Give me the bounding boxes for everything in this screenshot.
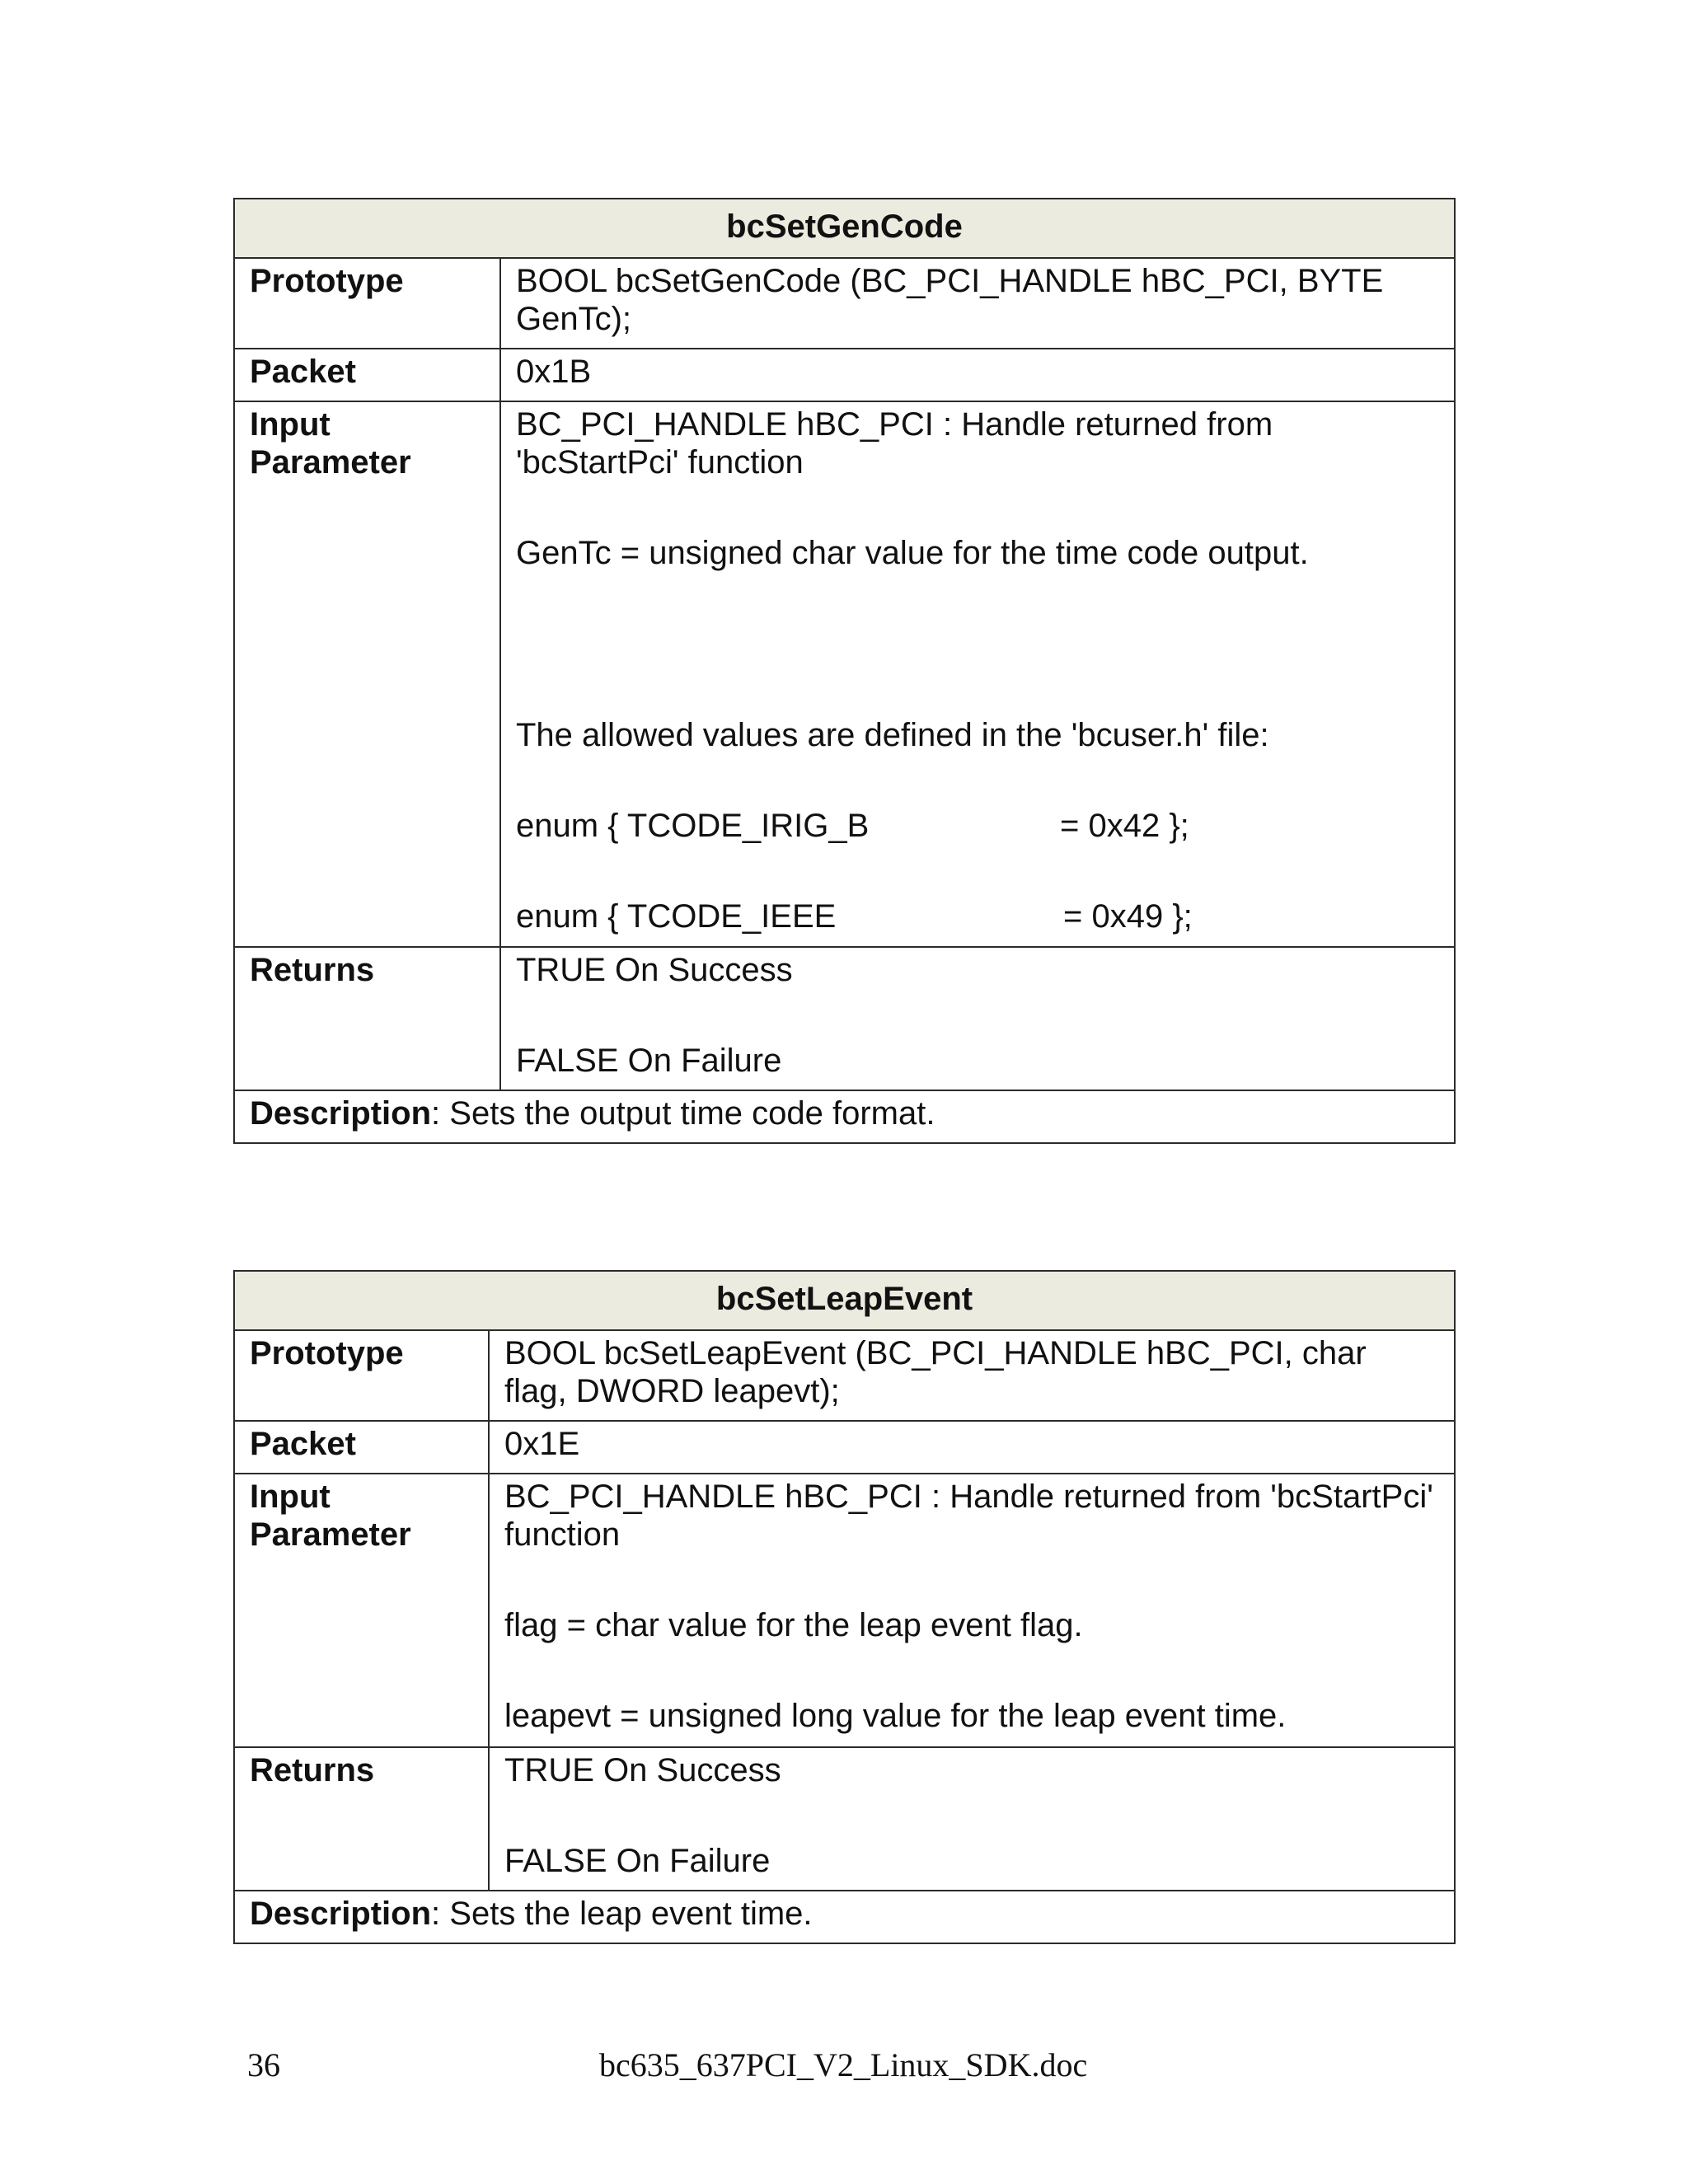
- input-line: function: [504, 1516, 621, 1553]
- returns-line: FALSE On Failure: [516, 1043, 782, 1079]
- enum-value: = 0x42 };: [1060, 808, 1189, 844]
- input-label-line: Parameter: [250, 1516, 411, 1553]
- table-title: bcSetGenCode: [234, 199, 1455, 258]
- input-parameter-label: [234, 1474, 489, 1747]
- prototype-label: Prototype: [234, 258, 500, 349]
- returns-label: Returns: [234, 947, 500, 1090]
- returns-value: [500, 947, 1455, 1090]
- input-line: 'bcStartPci' function: [516, 444, 804, 480]
- footer-filename: bc635_637PCI_V2_Linux_SDK.doc: [599, 2046, 1088, 2083]
- prototype-value: [489, 1330, 1455, 1421]
- description-row: [234, 1090, 1455, 1143]
- prototype-line: BOOL bcSetLeapEvent (BC_PCI_HANDLE hBC_PCI, char: [504, 1335, 1367, 1371]
- description-label: Description: [250, 1896, 432, 1932]
- input-label-line: Input: [250, 1479, 331, 1515]
- enum-value: = 0x49 };: [1063, 898, 1193, 935]
- description-row: [234, 1891, 1455, 1943]
- enum-name: enum { TCODE_IEEE: [516, 898, 837, 935]
- description-label: Description: [250, 1095, 432, 1132]
- input-parameter-label: [234, 401, 500, 947]
- packet-label: Packet: [234, 349, 500, 401]
- enum-row: [516, 807, 1442, 845]
- input-label-line: Input: [250, 406, 331, 443]
- table-title: bcSetLeapEvent: [234, 1271, 1455, 1330]
- returns-line: FALSE On Failure: [504, 1843, 771, 1879]
- description-text: : Sets the leap event time.: [431, 1896, 813, 1932]
- input-line: BC_PCI_HANDLE hBC_PCI : Handle returned from: [516, 406, 1273, 443]
- prototype-line: GenTc);: [516, 301, 632, 337]
- returns-label: Returns: [234, 1747, 489, 1891]
- input-line: BC_PCI_HANDLE hBC_PCI : Handle returned from 'bcStartPci': [504, 1479, 1433, 1515]
- returns-line: TRUE On Success: [504, 1752, 781, 1788]
- returns-value: [489, 1747, 1455, 1891]
- input-parameter-value: [500, 401, 1455, 947]
- enum-row: [516, 898, 1442, 935]
- prototype-line: BOOL bcSetGenCode (BC_PCI_HANDLE hBC_PCI, BYTE: [516, 263, 1384, 299]
- prototype-line: flag, DWORD leapevt);: [504, 1373, 840, 1409]
- input-line: leapevt = unsigned long value for the leap event time.: [504, 1698, 1287, 1734]
- function-table-bcsetgencode: [233, 198, 1456, 1144]
- input-line: GenTc = unsigned char value for the time code output.: [516, 535, 1309, 571]
- packet-value: 0x1B: [500, 349, 1455, 401]
- function-table-bcsetleapevent: [233, 1270, 1456, 1944]
- description-text: : Sets the output time code format.: [431, 1095, 935, 1132]
- page-number: 36: [247, 2046, 280, 2083]
- returns-line: TRUE On Success: [516, 952, 793, 988]
- prototype-label: Prototype: [234, 1330, 489, 1421]
- input-line: The allowed values are defined in the 'bcuser.h' file:: [516, 717, 1269, 753]
- input-line: flag = char value for the leap event flag.: [504, 1607, 1083, 1643]
- prototype-value: [500, 258, 1455, 349]
- packet-label: Packet: [234, 1421, 489, 1474]
- input-label-line: Parameter: [250, 444, 411, 480]
- enum-name: enum { TCODE_IRIG_B: [516, 808, 870, 844]
- input-parameter-value: [489, 1474, 1455, 1747]
- packet-value: 0x1E: [489, 1421, 1455, 1474]
